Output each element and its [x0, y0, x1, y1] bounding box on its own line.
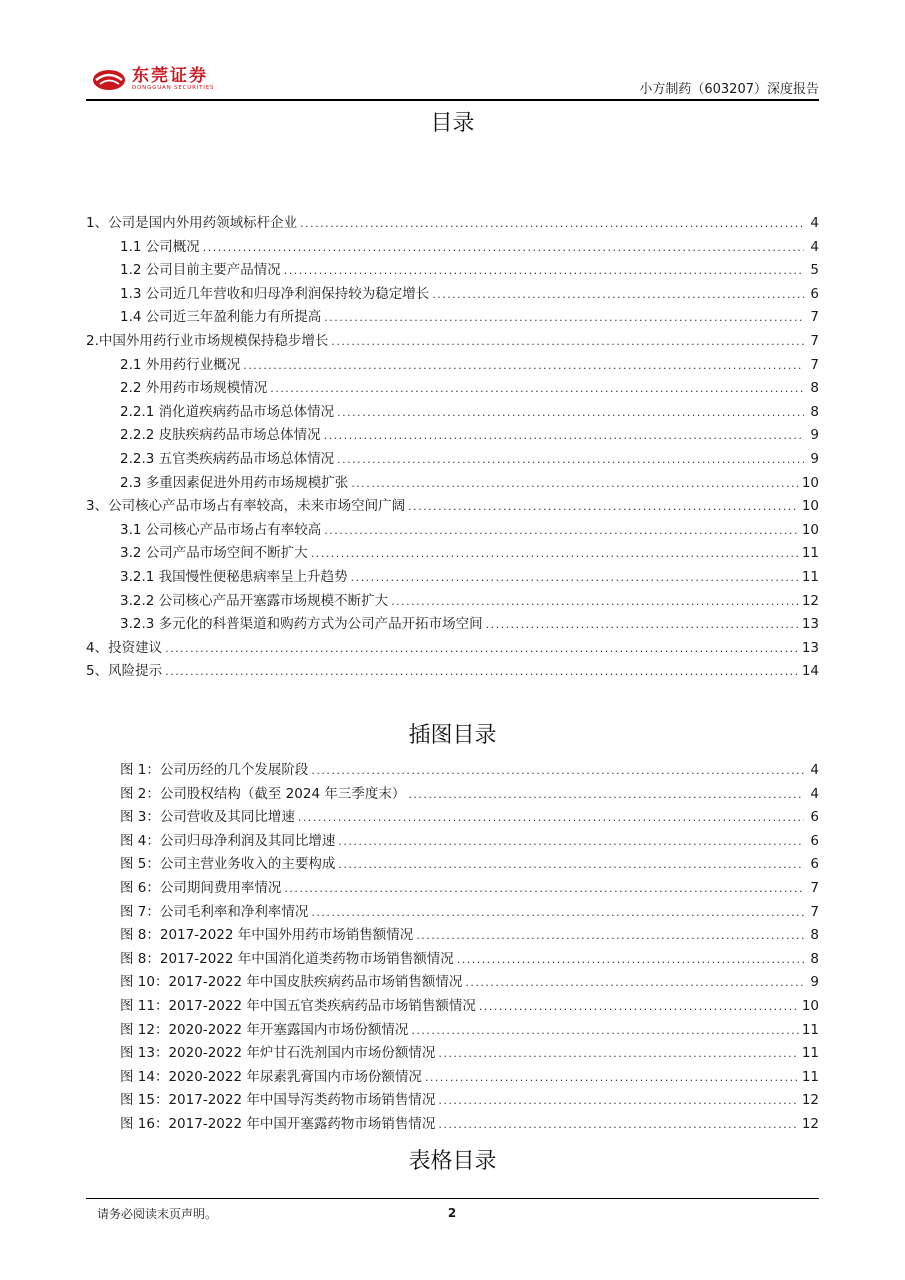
toc-entry-page: 8 [810, 380, 819, 397]
toc-entry-page: 4 [810, 215, 819, 231]
toc-entry[interactable] [86, 637, 819, 661]
figure-entry-page: 7 [810, 903, 819, 920]
figure-entry[interactable] [86, 971, 819, 995]
dot-leader [408, 495, 799, 519]
footer-divider [86, 1198, 819, 1199]
figure-entry-page: 4 [810, 762, 819, 778]
toc-entry-text: 3、公司核心产品市场占有率较高，未来市场空间广阔 [86, 498, 406, 515]
toc-entry-page: 9 [810, 450, 819, 467]
figure-entry-page: 11 [801, 1021, 819, 1038]
toc-entry-text: 3.2.1 我国慢性便秘患病率呈上升趋势 [120, 568, 348, 585]
figure-entry-page: 11 [801, 1068, 819, 1085]
toc-entry[interactable] [86, 660, 819, 684]
figure-entry-text: 图 13：2020-2022 年炉甘石洗剂国内市场份额情况 [120, 1045, 436, 1062]
figure-entry[interactable] [86, 1113, 819, 1137]
figure-entry[interactable] [86, 1089, 819, 1113]
figure-entry-text: 图 5：公司主营业务收入的主要构成 [120, 856, 336, 873]
toc-entry[interactable] [86, 354, 819, 378]
toc-entry-text: 2.2.2 皮肤疾病药品市场总体情况 [120, 427, 321, 444]
figure-entry-page: 11 [801, 1045, 819, 1062]
figure-entry-page: 6 [810, 809, 819, 826]
dot-leader [457, 948, 804, 972]
figure-entry-text: 图 4：公司归母净利润及其同比增速 [120, 832, 336, 849]
figure-entry-text: 图 8：2017-2022 年中国外用药市场销售额情况 [120, 927, 414, 944]
toc-entry-page: 8 [810, 403, 819, 420]
dot-leader [438, 1113, 798, 1137]
dot-leader [337, 401, 804, 425]
toc-entry[interactable] [86, 542, 819, 566]
toc-entry-text: 2.中国外用药行业市场规模保持稳步增长 [86, 332, 329, 349]
toc-entry-page: 11 [801, 545, 819, 562]
toc-entry-page: 5 [810, 262, 819, 279]
dot-leader [351, 566, 799, 590]
figure-entry-text: 图 3：公司营收及其同比增速 [120, 809, 295, 826]
page-number: 2 [447, 1206, 457, 1220]
figure-entry[interactable] [86, 901, 819, 925]
toc-entry-text: 2.3 多重因素促进外用药市场规模扩张 [120, 474, 349, 491]
dot-leader [300, 212, 804, 236]
figure-entry-text: 图 15：2017-2022 年中国导泻类药物市场销售情况 [120, 1092, 436, 1109]
figure-entry[interactable] [86, 759, 819, 783]
toc-entry-page: 6 [810, 285, 819, 302]
logo-chinese-text: 东莞证券 [132, 66, 208, 86]
figure-entry-text: 图 16：2017-2022 年中国开塞露药物市场销售情况 [120, 1115, 436, 1132]
figure-entry-text: 图 14：2020-2022 年尿素乳膏国内市场份额情况 [120, 1068, 422, 1085]
toc-entry[interactable] [86, 283, 819, 307]
figure-entry[interactable] [86, 877, 819, 901]
toc-entry-page: 12 [801, 592, 819, 609]
toc-entry[interactable] [86, 259, 819, 283]
figure-entry[interactable] [86, 783, 819, 807]
toc-entry[interactable] [86, 613, 819, 637]
toc-title: 目录 [430, 111, 475, 136]
figure-entry[interactable] [86, 1066, 819, 1090]
dot-leader [311, 542, 799, 566]
toc-entry-page: 10 [801, 521, 819, 538]
toc-entry-text: 2.1 外用药行业概况 [120, 356, 241, 373]
header-divider [86, 99, 819, 101]
toc-entry[interactable] [86, 424, 819, 448]
figure-entry[interactable] [86, 995, 819, 1019]
dot-leader [324, 519, 799, 543]
toc-entry-text: 2.2.1 消化道疾病药品市场总体情况 [120, 403, 335, 420]
toc-entry[interactable] [86, 448, 819, 472]
figure-entry-page: 8 [810, 950, 819, 967]
toc-entry[interactable] [86, 590, 819, 614]
logo-english-text: DONGGUAN SECURITIES [132, 85, 215, 91]
figure-entry-text: 图 10：2017-2022 年中国皮肤疾病药品市场销售额情况 [120, 974, 463, 991]
dot-leader [438, 1089, 798, 1113]
figures-title: 插图目录 [408, 723, 497, 748]
figure-entry-text: 图 12：2020-2022 年开塞露国内市场份额情况 [120, 1021, 409, 1038]
figure-entry-text: 图 6：公司期间费用率情况 [120, 879, 282, 896]
toc-entry-text: 4、投资建议 [86, 639, 163, 656]
dot-leader [243, 354, 804, 378]
toc-entry-text: 1.1 公司概况 [120, 238, 200, 255]
dot-leader [311, 901, 804, 925]
figure-entry-page: 12 [801, 1115, 819, 1132]
dot-leader [311, 759, 804, 783]
dot-leader [165, 637, 799, 661]
dot-leader [465, 971, 804, 995]
dot-leader [203, 236, 804, 260]
figure-entry-text: 图 2：公司股权结构（截至 2024 年三季度末） [120, 785, 406, 802]
figure-entry[interactable] [86, 830, 819, 854]
toc-entry[interactable] [86, 212, 819, 236]
toc-list [86, 212, 819, 684]
dot-leader [338, 853, 804, 877]
toc-entry-text: 1.3 公司近几年营收和归母净利润保持较为稳定增长 [120, 285, 430, 302]
figure-entry[interactable] [86, 806, 819, 830]
toc-entry[interactable] [86, 377, 819, 401]
figure-entry-text: 图 7：公司毛利率和净利率情况 [120, 903, 309, 920]
figure-entry-text: 图 8：2017-2022 年中国消化道类药物市场销售额情况 [120, 950, 454, 967]
toc-entry[interactable] [86, 236, 819, 260]
toc-entry-page: 7 [810, 332, 819, 349]
dot-leader [324, 306, 804, 330]
logo-mark-icon [92, 68, 126, 92]
toc-entry-text: 3.2 公司产品市场空间不断扩大 [120, 545, 308, 562]
toc-entry-page: 13 [801, 616, 819, 633]
toc-entry-text: 1.2 公司目前主要产品情况 [120, 262, 281, 279]
dot-leader [351, 472, 799, 496]
figure-entry-page: 12 [801, 1092, 819, 1109]
page-header [0, 0, 905, 104]
figure-entry[interactable] [86, 1042, 819, 1066]
dot-leader [298, 806, 804, 830]
toc-entry[interactable] [86, 519, 819, 543]
figure-entry[interactable] [86, 948, 819, 972]
dot-leader [338, 830, 804, 854]
toc-entry-page: 10 [801, 498, 819, 515]
dot-leader [337, 448, 804, 472]
footer-disclaimer: 请务必阅读末页声明。 [97, 1207, 218, 1221]
figure-entry-page: 6 [810, 856, 819, 873]
toc-entry[interactable] [86, 330, 819, 354]
figure-entry-text: 图 11：2017-2022 年中国五官类疾病药品市场销售额情况 [120, 997, 476, 1014]
dot-leader [391, 590, 799, 614]
figure-entry-page: 10 [801, 997, 819, 1014]
dot-leader [270, 377, 804, 401]
dot-leader [331, 330, 804, 354]
toc-entry-page: 11 [801, 568, 819, 585]
toc-entry-text: 5、风险提示 [86, 663, 163, 680]
figure-entry[interactable] [86, 924, 819, 948]
toc-entry-text: 2.2 外用药市场规模情况 [120, 380, 268, 397]
dot-leader [432, 283, 804, 307]
toc-entry-page: 14 [801, 663, 819, 680]
toc-entry-text: 1.4 公司近三年盈利能力有所提高 [120, 309, 322, 326]
figure-entry-page: 9 [810, 974, 819, 991]
toc-entry-text: 2.2.3 五官类疾病药品市场总体情况 [120, 450, 335, 467]
dot-leader [408, 783, 804, 807]
toc-entry-page: 7 [810, 356, 819, 373]
tables-title: 表格目录 [408, 1149, 497, 1174]
toc-entry-page: 4 [810, 238, 819, 255]
toc-entry-text: 1、公司是国内外用药领域标杆企业 [86, 215, 298, 231]
company-logo [92, 66, 252, 94]
toc-entry[interactable] [86, 472, 819, 496]
dot-leader [165, 660, 799, 684]
figure-entry-text: 图 1：公司历经的几个发展阶段 [120, 762, 309, 778]
dot-leader [284, 259, 804, 283]
dot-leader [324, 424, 804, 448]
toc-entry-page: 13 [801, 639, 819, 656]
toc-entry-page: 7 [810, 309, 819, 326]
figure-entry[interactable] [86, 1019, 819, 1043]
dot-leader [416, 924, 804, 948]
dot-leader [479, 995, 799, 1019]
figure-entry-page: 7 [810, 879, 819, 896]
dot-leader [284, 877, 804, 901]
toc-entry-page: 9 [810, 427, 819, 444]
toc-entry[interactable] [86, 401, 819, 425]
toc-entry-page: 10 [801, 474, 819, 491]
figure-entry-page: 8 [810, 927, 819, 944]
dot-leader [486, 613, 799, 637]
toc-entry-text: 3.2.2 公司核心产品开塞露市场规模不断扩大 [120, 592, 389, 609]
toc-entry[interactable] [86, 566, 819, 590]
dot-leader [425, 1066, 799, 1090]
toc-entry[interactable] [86, 306, 819, 330]
figure-entry-page: 4 [810, 785, 819, 802]
dot-leader [438, 1042, 798, 1066]
figures-list [86, 759, 819, 1137]
toc-entry-text: 3.2.3 多元化的科普渠道和购药方式为公司产品开拓市场空间 [120, 616, 483, 633]
dot-leader [411, 1019, 798, 1043]
toc-entry-text: 3.1 公司核心产品市场占有率较高 [120, 521, 322, 538]
report-title: 小方制药（603207）深度报告 [639, 82, 819, 97]
figure-entry[interactable] [86, 853, 819, 877]
figure-entry-page: 6 [810, 832, 819, 849]
toc-entry[interactable] [86, 495, 819, 519]
